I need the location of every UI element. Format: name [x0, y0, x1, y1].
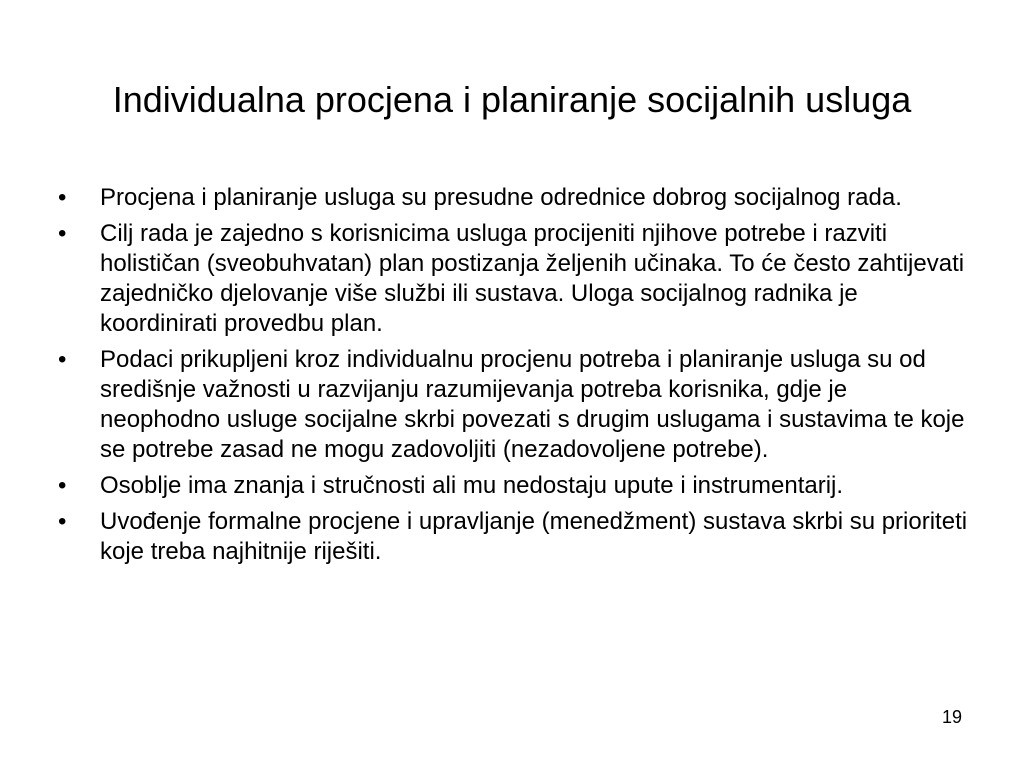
- bullet-text: Podaci prikupljeni kroz individualnu procjenu potreba i planiranje usluga su od središnje važnosti u razvijanju razumijevanja potreba korisnika, gdje je neophodno usluge socijalne skrbi povezati s drugim uslugama i sustavima te koje se potrebe zasad ne mogu zadovoljiti (nezadovoljene potrebe).: [100, 346, 965, 463]
- bullet-item: [58, 471, 968, 501]
- bullet-text: Procjena i planiranje usluga su presudne odrednice dobrog socijalnog rada.: [100, 184, 902, 211]
- bullet-list: [58, 183, 968, 573]
- bullet-icon: •: [58, 220, 67, 247]
- bullet-icon: •: [58, 346, 67, 373]
- bullet-icon: •: [58, 472, 67, 499]
- bullet-item: [58, 183, 968, 213]
- bullet-icon: •: [58, 508, 67, 535]
- bullet-text: Osoblje ima znanja i stručnosti ali mu nedostaju upute i instrumentarij.: [100, 472, 844, 499]
- bullet-item: [58, 219, 968, 339]
- bullet-item: [58, 507, 968, 567]
- bullet-icon: •: [58, 184, 67, 211]
- bullet-item: [58, 345, 968, 465]
- page-number: 19: [941, 707, 962, 727]
- bullet-text: Uvođenje formalne procjene i upravljanje (menedžment) sustava skrbi su prioriteti koje treba najhitnije riješiti.: [100, 508, 968, 565]
- bullet-text: Cilj rada je zajedno s korisnicima usluga procijeniti njihove potrebe i razviti holističan (sveobuhvatan) plan postizanja željenih učinaka. To će često zahtijevati zajedničko djelovanje više službi ili sustava. Uloga socijalnog radnika je koordinirati provedbu plan.: [100, 220, 965, 337]
- slide-title: Individualna procjena i planiranje socijalnih usluga: [112, 79, 912, 120]
